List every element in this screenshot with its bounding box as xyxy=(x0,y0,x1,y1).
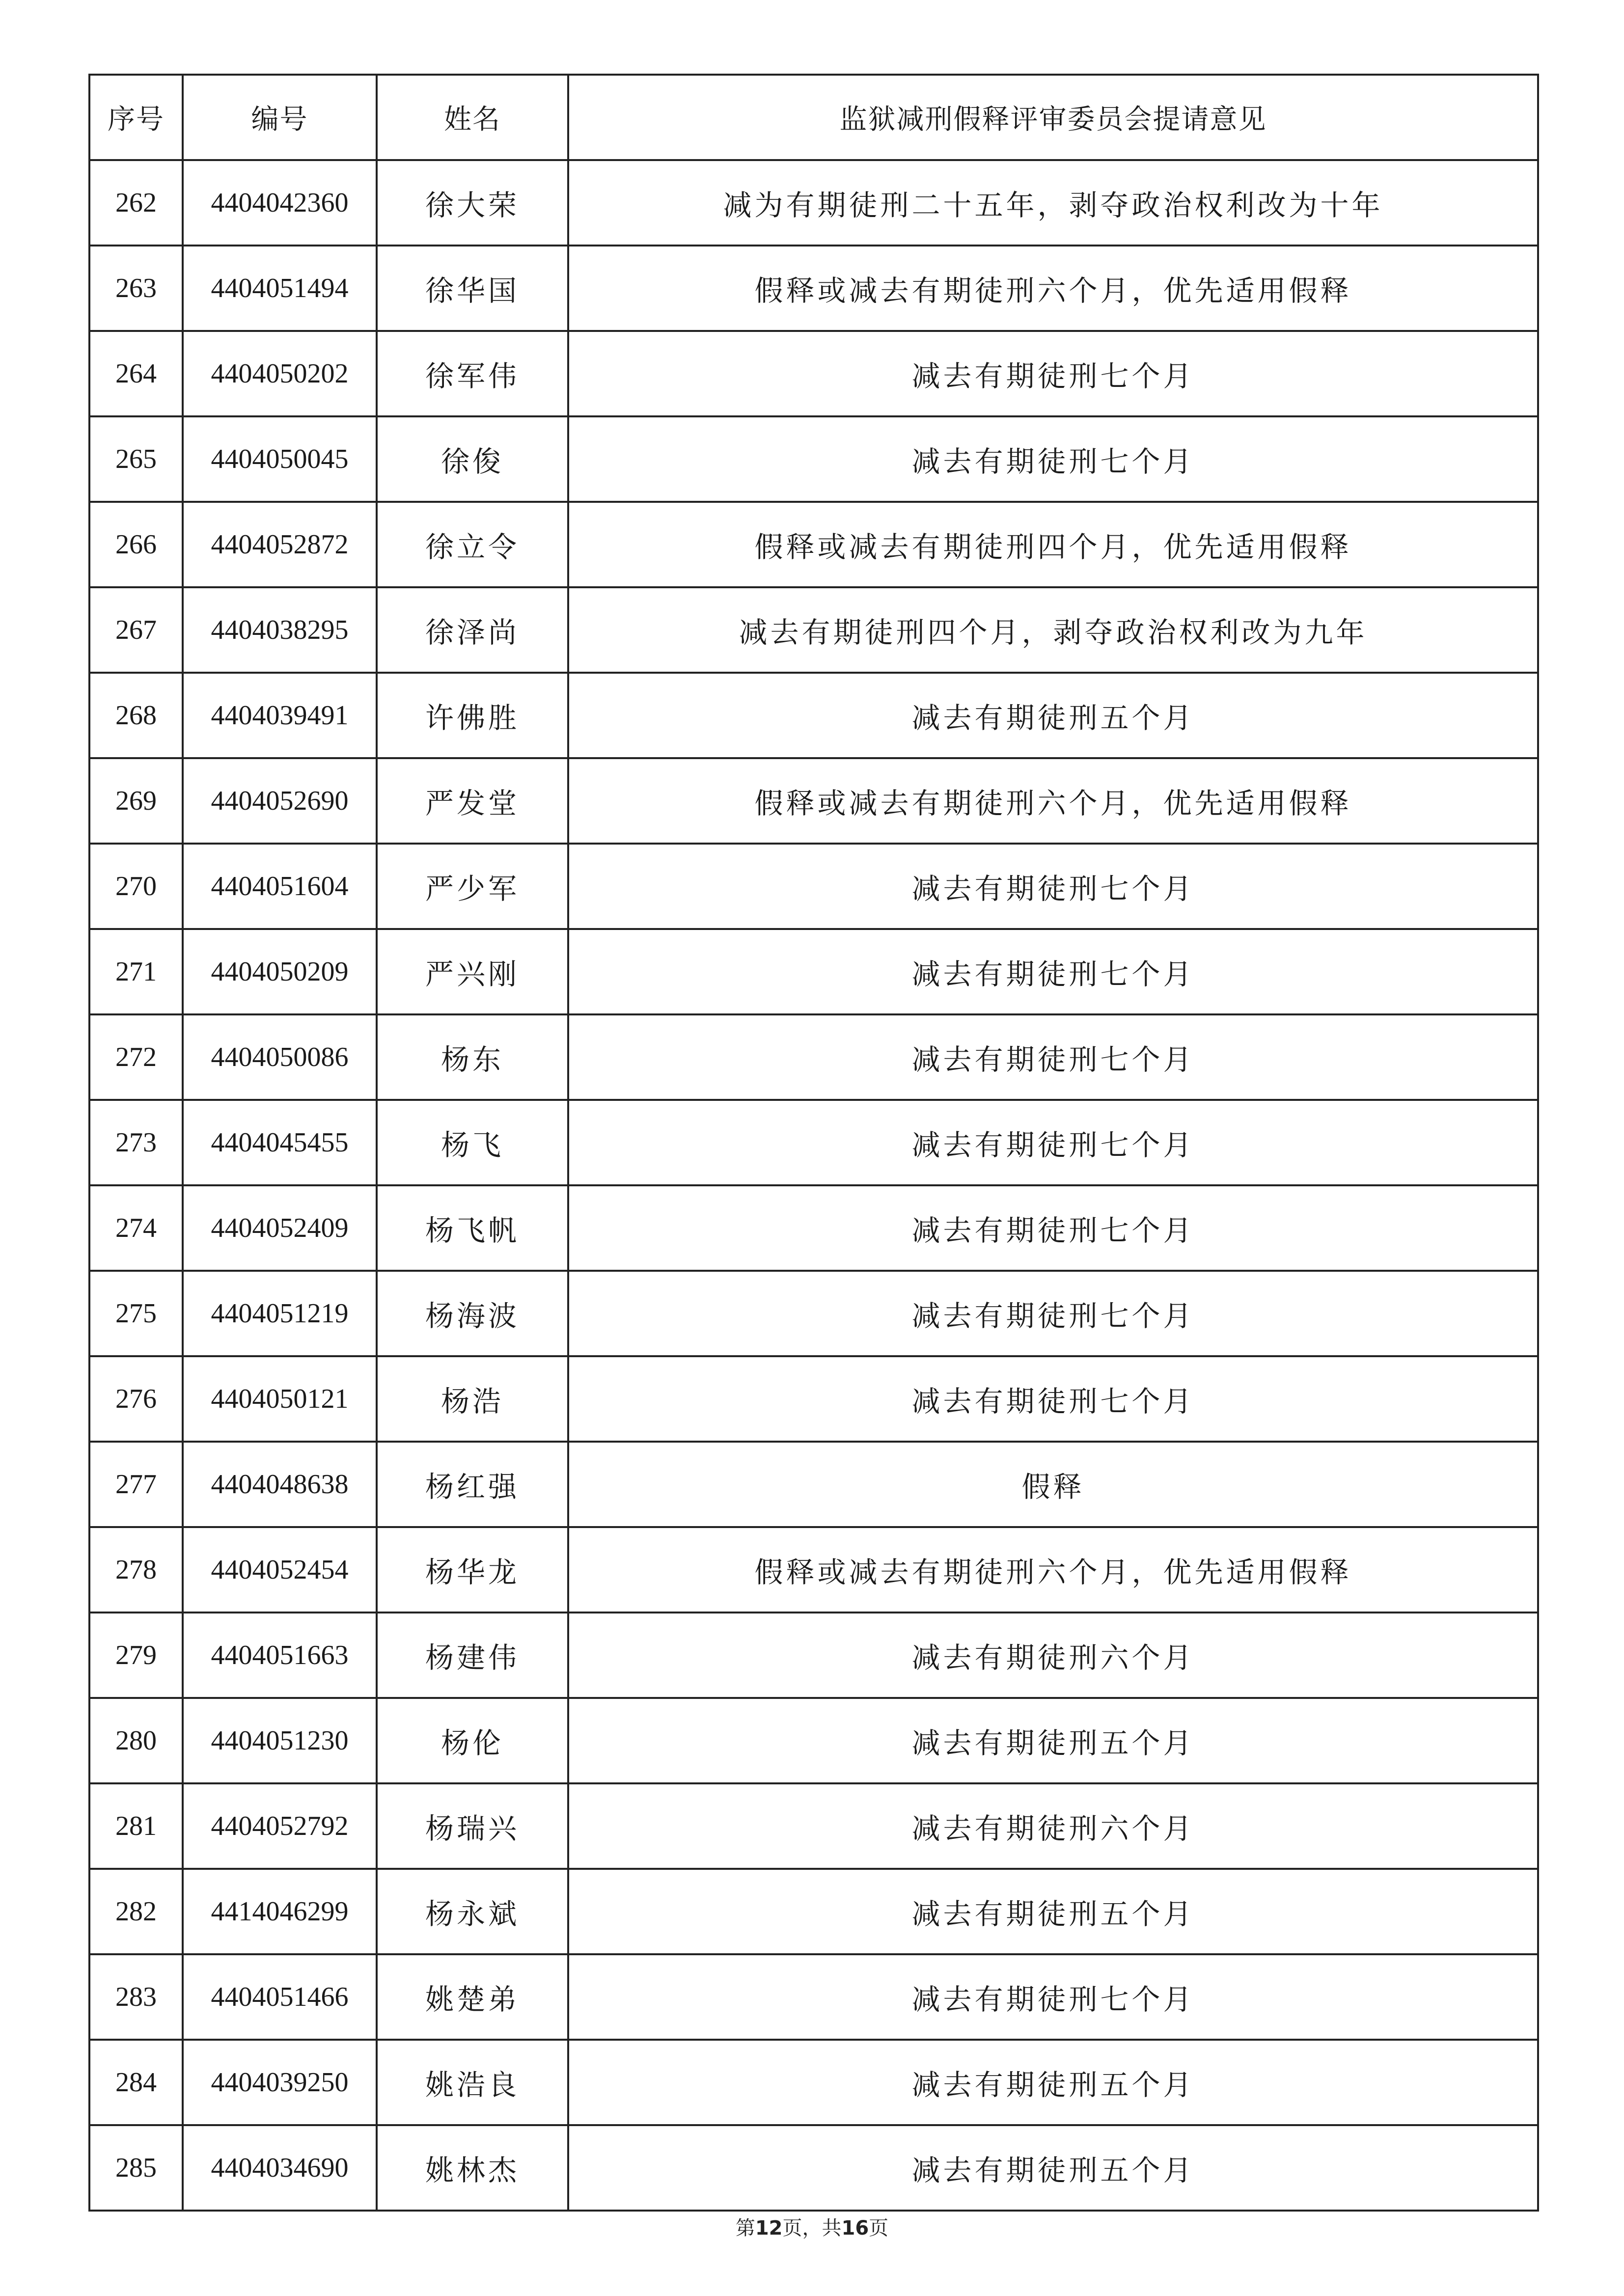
row-seq-cell: 272 xyxy=(89,1014,183,1100)
row-id-cell: 4404048638 xyxy=(183,1442,377,1527)
row-name-cell: 杨永斌 xyxy=(377,1869,568,1954)
row-id-cell: 4404039250 xyxy=(183,2040,377,2125)
row-seq-cell: 271 xyxy=(89,929,183,1014)
table-row xyxy=(89,2125,1538,2211)
row-opinion-cell: 假释或减去有期徒刑六个月，优先适用假释 xyxy=(568,1527,1538,1613)
row-name-cell: 徐立令 xyxy=(377,502,568,587)
row-opinion-cell: 假释 xyxy=(568,1442,1538,1527)
footer-middle: 页，共 xyxy=(782,2217,842,2240)
row-id-cell: 4404038295 xyxy=(183,587,377,673)
header-id: 编号 xyxy=(183,75,377,160)
row-name-cell: 杨建伟 xyxy=(377,1613,568,1698)
row-id-cell: 4404052690 xyxy=(183,758,377,844)
row-seq-cell: 263 xyxy=(89,246,183,331)
row-seq-cell: 276 xyxy=(89,1356,183,1442)
table-row xyxy=(89,587,1538,673)
row-seq-cell: 273 xyxy=(89,1100,183,1185)
row-opinion-cell: 减去有期徒刑七个月 xyxy=(568,844,1538,929)
row-opinion-cell: 假释或减去有期徒刑六个月，优先适用假释 xyxy=(568,246,1538,331)
row-opinion-cell: 减去有期徒刑六个月 xyxy=(568,1613,1538,1698)
table-row xyxy=(89,1100,1538,1185)
row-opinion-cell: 减去有期徒刑七个月 xyxy=(568,416,1538,502)
row-id-cell: 4404052409 xyxy=(183,1185,377,1271)
row-seq-cell: 275 xyxy=(89,1271,183,1356)
row-id-cell: 4404052872 xyxy=(183,502,377,587)
row-name-cell: 徐华国 xyxy=(377,246,568,331)
row-name-cell: 杨飞 xyxy=(377,1100,568,1185)
row-name-cell: 徐俊 xyxy=(377,416,568,502)
row-seq-cell: 284 xyxy=(89,2040,183,2125)
row-seq-cell: 268 xyxy=(89,673,183,758)
row-id-cell: 4404050202 xyxy=(183,331,377,416)
header-row xyxy=(89,75,1538,160)
row-opinion-cell: 减去有期徒刑五个月 xyxy=(568,2125,1538,2211)
table-row xyxy=(89,673,1538,758)
row-seq-cell: 267 xyxy=(89,587,183,673)
table-row xyxy=(89,1698,1538,1783)
row-id-cell: 4404051494 xyxy=(183,246,377,331)
row-name-cell: 杨红强 xyxy=(377,1442,568,1527)
row-seq-cell: 281 xyxy=(89,1783,183,1869)
row-seq-cell: 277 xyxy=(89,1442,183,1527)
row-name-cell: 杨东 xyxy=(377,1014,568,1100)
table-row xyxy=(89,929,1538,1014)
roster-table xyxy=(88,74,1539,2212)
row-opinion-cell: 减去有期徒刑五个月 xyxy=(568,673,1538,758)
row-seq-cell: 274 xyxy=(89,1185,183,1271)
row-opinion-cell: 减去有期徒刑七个月 xyxy=(568,929,1538,1014)
row-id-cell: 4404051230 xyxy=(183,1698,377,1783)
row-opinion-cell: 减去有期徒刑七个月 xyxy=(568,1185,1538,1271)
row-opinion-cell: 减去有期徒刑四个月，剥夺政治权利改为九年 xyxy=(568,587,1538,673)
row-id-cell: 4404052454 xyxy=(183,1527,377,1613)
row-opinion-cell: 假释或减去有期徒刑四个月，优先适用假释 xyxy=(568,502,1538,587)
table-row xyxy=(89,1442,1538,1527)
footer-prefix: 第 xyxy=(735,2217,755,2240)
row-opinion-cell: 减去有期徒刑七个月 xyxy=(568,1100,1538,1185)
page-footer xyxy=(0,2213,1624,2241)
row-id-cell: 4404051219 xyxy=(183,1271,377,1356)
row-opinion-cell: 减去有期徒刑七个月 xyxy=(568,1954,1538,2040)
table-row xyxy=(89,502,1538,587)
row-name-cell: 杨瑞兴 xyxy=(377,1783,568,1869)
row-name-cell: 杨华龙 xyxy=(377,1527,568,1613)
row-seq-cell: 283 xyxy=(89,1954,183,2040)
row-opinion-cell: 减去有期徒刑六个月 xyxy=(568,1783,1538,1869)
row-id-cell: 4404050121 xyxy=(183,1356,377,1442)
table-row xyxy=(89,1014,1538,1100)
row-name-cell: 杨飞帆 xyxy=(377,1185,568,1271)
table-row xyxy=(89,1356,1538,1442)
row-id-cell: 4404050086 xyxy=(183,1014,377,1100)
row-id-cell: 4404050209 xyxy=(183,929,377,1014)
row-seq-cell: 265 xyxy=(89,416,183,502)
table-row xyxy=(89,1185,1538,1271)
row-name-cell: 姚楚弟 xyxy=(377,1954,568,2040)
footer-total-pages: 16 xyxy=(841,2217,869,2240)
row-id-cell: 4404052792 xyxy=(183,1783,377,1869)
header-opinion: 监狱减刑假释评审委员会提请意见 xyxy=(568,75,1538,160)
row-id-cell: 4404045455 xyxy=(183,1100,377,1185)
table-row xyxy=(89,246,1538,331)
row-seq-cell: 280 xyxy=(89,1698,183,1783)
table-row xyxy=(89,1869,1538,1954)
table-row xyxy=(89,1954,1538,2040)
header-seq: 序号 xyxy=(89,75,183,160)
footer-suffix: 页 xyxy=(869,2217,889,2240)
row-id-cell: 4404051604 xyxy=(183,844,377,929)
table-row xyxy=(89,1783,1538,1869)
row-opinion-cell: 减去有期徒刑五个月 xyxy=(568,1698,1538,1783)
row-name-cell: 杨伦 xyxy=(377,1698,568,1783)
row-name-cell: 严发堂 xyxy=(377,758,568,844)
row-seq-cell: 279 xyxy=(89,1613,183,1698)
row-id-cell: 4404051466 xyxy=(183,1954,377,2040)
row-name-cell: 杨浩 xyxy=(377,1356,568,1442)
row-opinion-cell: 减去有期徒刑七个月 xyxy=(568,1356,1538,1442)
table-row xyxy=(89,416,1538,502)
row-seq-cell: 278 xyxy=(89,1527,183,1613)
row-name-cell: 姚林杰 xyxy=(377,2125,568,2211)
row-seq-cell: 270 xyxy=(89,844,183,929)
row-opinion-cell: 减去有期徒刑五个月 xyxy=(568,1869,1538,1954)
row-opinion-cell: 减去有期徒刑七个月 xyxy=(568,1014,1538,1100)
row-name-cell: 徐大荣 xyxy=(377,160,568,246)
row-name-cell: 徐军伟 xyxy=(377,331,568,416)
row-opinion-cell: 减去有期徒刑七个月 xyxy=(568,331,1538,416)
row-opinion-cell: 减去有期徒刑七个月 xyxy=(568,1271,1538,1356)
row-opinion-cell: 减去有期徒刑五个月 xyxy=(568,2040,1538,2125)
row-seq-cell: 262 xyxy=(89,160,183,246)
table-row xyxy=(89,1527,1538,1613)
table-row xyxy=(89,1271,1538,1356)
row-seq-cell: 282 xyxy=(89,1869,183,1954)
footer-page-number: 12 xyxy=(755,2217,783,2240)
row-seq-cell: 264 xyxy=(89,331,183,416)
row-seq-cell: 266 xyxy=(89,502,183,587)
row-id-cell: 4404050045 xyxy=(183,416,377,502)
row-seq-cell: 285 xyxy=(89,2125,183,2211)
row-opinion-cell: 减为有期徒刑二十五年，剥夺政治权利改为十年 xyxy=(568,160,1538,246)
row-name-cell: 严兴刚 xyxy=(377,929,568,1014)
row-id-cell: 4414046299 xyxy=(183,1869,377,1954)
row-name-cell: 许佛胜 xyxy=(377,673,568,758)
row-id-cell: 4404042360 xyxy=(183,160,377,246)
roster-sheet xyxy=(88,74,1537,2212)
roster-body xyxy=(89,160,1538,2211)
table-row xyxy=(89,331,1538,416)
row-opinion-cell: 假释或减去有期徒刑六个月，优先适用假释 xyxy=(568,758,1538,844)
table-row xyxy=(89,844,1538,929)
table-row xyxy=(89,1613,1538,1698)
row-name-cell: 杨海波 xyxy=(377,1271,568,1356)
row-id-cell: 4404034690 xyxy=(183,2125,377,2211)
table-row xyxy=(89,160,1538,246)
row-seq-cell: 269 xyxy=(89,758,183,844)
row-name-cell: 姚浩良 xyxy=(377,2040,568,2125)
row-id-cell: 4404039491 xyxy=(183,673,377,758)
header-name: 姓名 xyxy=(377,75,568,160)
row-name-cell: 严少军 xyxy=(377,844,568,929)
row-name-cell: 徐泽尚 xyxy=(377,587,568,673)
table-row xyxy=(89,758,1538,844)
row-id-cell: 4404051663 xyxy=(183,1613,377,1698)
table-row xyxy=(89,2040,1538,2125)
